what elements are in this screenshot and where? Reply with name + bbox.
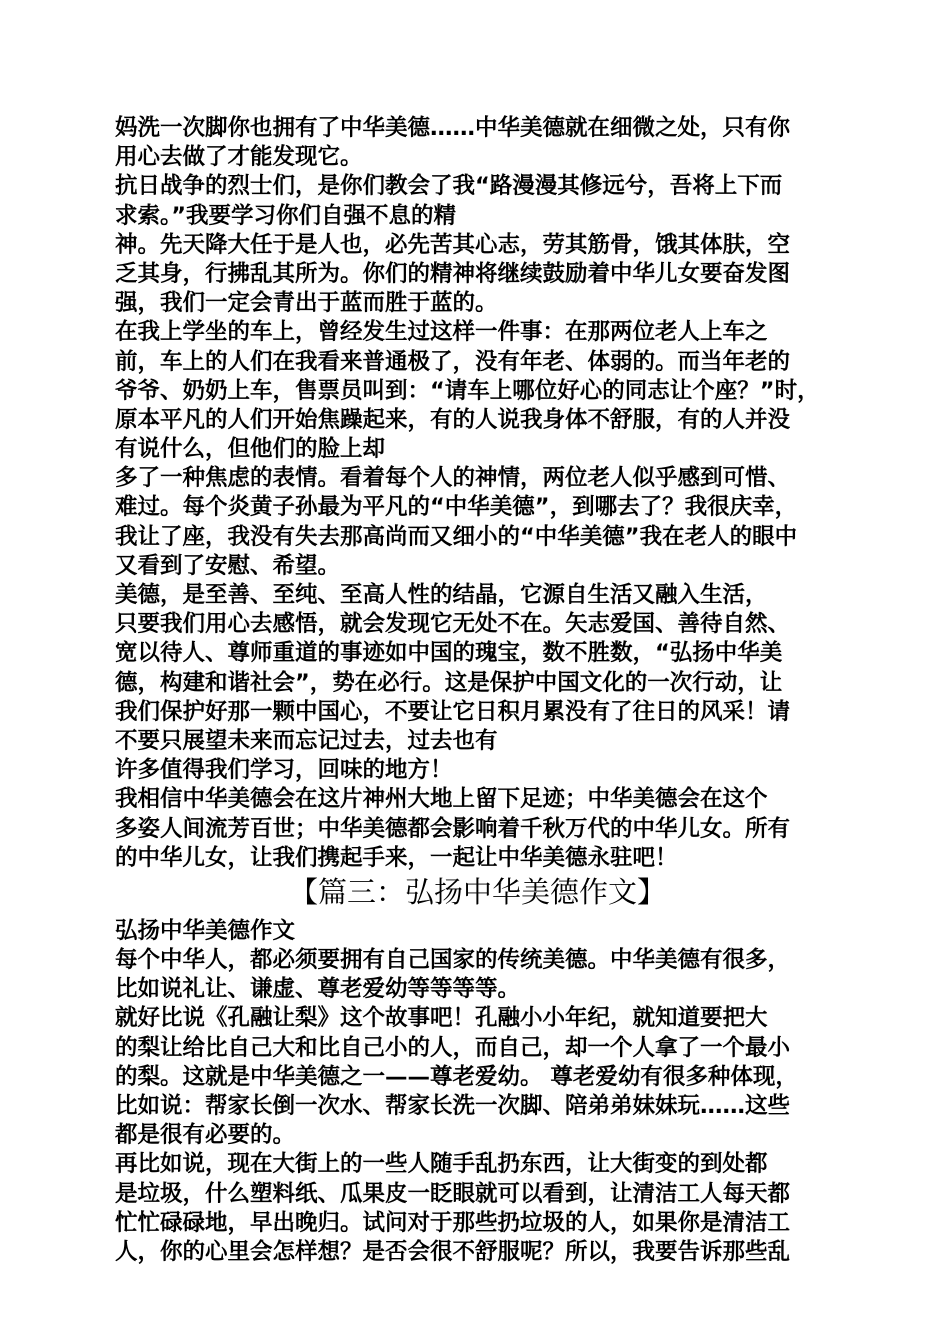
text-line: 人，你的心里会怎样想？是否会很不舒服呢？所以，我要告诉那些乱 bbox=[115, 1238, 791, 1265]
text-line: 我让了座，我没有失去那高尚而又细小的“中华美德”我在老人的眼中 bbox=[115, 523, 798, 550]
section-heading: 【篇三：弘扬中华美德作文】 bbox=[288, 874, 666, 909]
text-line: 多了一种焦虑的表情。看着每个人的神情，两位老人似乎感到可惜、 bbox=[115, 465, 791, 492]
document-body bbox=[115, 114, 840, 1267]
text-line: 是垃圾，什么塑料纸、瓜果皮一眨眼就可以看到，让清洁工人每天都 bbox=[115, 1180, 791, 1207]
text-line: 我们保护好那一颗中国心，不要让它日积月累没有了往日的风采！请 bbox=[115, 698, 791, 725]
essay-section-part2 bbox=[115, 917, 840, 1267]
text-line: 难过。每个炎黄子孙最为平凡的“中华美德”，到哪去了？我很庆幸， bbox=[115, 494, 798, 521]
text-line: 乏其身，行拂乱其所为。你们的精神将继续鼓励着中华儿女要奋发图 bbox=[115, 260, 791, 287]
text-line: 抗日战争的烈士们，是你们教会了我“路漫漫其修远兮，吾将上下而 bbox=[115, 173, 783, 200]
text-line: 每个中华人，都必须要拥有自己国家的传统美德。中华美德有很多， bbox=[115, 947, 791, 974]
text-line: 美德，是至善、至纯、至高人性的结晶，它源自生活又融入生活， bbox=[115, 582, 768, 608]
text-line: 爷爷、奶奶上车，售票员叫到：“请车上哪位好心的同志让个座？”时， bbox=[115, 377, 820, 404]
text-line: 有说什么，但他们的脸上却 bbox=[115, 436, 386, 463]
text-line: 原本平凡的人们开始焦躁起来，有的人说我身体不舒服，有的人并没 bbox=[115, 406, 791, 433]
text-line: 都是很有必要的。 bbox=[115, 1122, 296, 1149]
essay-section-part1 bbox=[115, 114, 840, 873]
text-line: 忙忙碌碌地，早出晚归。试问对于那些扔垃圾的人，如果你是清洁工 bbox=[115, 1209, 791, 1236]
text-line: 就好比说《孔融让梨》这个故事吧！孔融小小年纪，就知道要把大 bbox=[115, 1005, 768, 1032]
text-line: 只要我们用心去感悟，就会发现它无处不在。矢志爱国、善待自然、 bbox=[115, 611, 791, 638]
text-line: 妈洗一次脚你也拥有了中华美德……中华美德就在细微之处，只有你 bbox=[115, 115, 791, 141]
text-line: 宽以待人、尊师重道的事迹如中国的瑰宝，数不胜数，“弘扬中华美 bbox=[115, 640, 783, 667]
text-line: 在我上学坐的车上，曾经发生过这样一件事：在那两位老人上车之 bbox=[115, 319, 768, 346]
text-line: 的梨让给比自己大和比自己小的人，而自己，却一个人拿了一个最小 bbox=[115, 1034, 791, 1061]
text-line: 的梨。这就是中华美德之一——尊老爱幼。 尊老爱幼有很多种体现， bbox=[115, 1063, 798, 1090]
text-line: 弘扬中华美德作文 bbox=[115, 917, 296, 944]
text-line: 多姿人间流芳百世；中华美德都会影响着千秋万代的中华儿女。所有 bbox=[115, 815, 791, 842]
text-line: 又看到了安慰、希望。 bbox=[115, 552, 341, 579]
text-line: 求索。”我要学习你们自强不息的精 bbox=[115, 202, 457, 229]
text-line: 强，我们一定会青出于蓝而胜于蓝的。 bbox=[115, 290, 498, 317]
text-line: 许多值得我们学习，回味的地方！ bbox=[115, 757, 453, 784]
text-line: 德，构建和谐社会”，势在必行。这是保护中国文化的一次行动，让 bbox=[115, 669, 783, 696]
text-line: 不要只展望未来而忘记过去，过去也有 bbox=[115, 727, 498, 754]
text-line: 用心去做了才能发现它。 bbox=[115, 144, 363, 171]
text-line: 再比如说，现在大街上的一些人随手乱扔东西，让大街变的到处都 bbox=[115, 1151, 768, 1178]
text-line: 我相信中华美德会在这片神州大地上留下足迹；中华美德会在这个 bbox=[115, 786, 768, 813]
text-line: 的中华儿女，让我们携起手来，一起让中华美德永驻吧！ bbox=[115, 844, 678, 871]
text-line: 比如说：帮家长倒一次水、帮家长洗一次脚、陪弟弟妹妹玩……这些 bbox=[115, 1093, 791, 1119]
text-line: 神。先天降大任于是人也，必先苦其心志，劳其筋骨，饿其体肤，空 bbox=[115, 231, 791, 258]
text-line: 比如说礼让、谦虚、尊老爱幼等等等等。 bbox=[115, 976, 521, 1003]
text-line: 前，车上的人们在我看来普通极了，没有年老、体弱的。而当年老的 bbox=[115, 348, 791, 375]
